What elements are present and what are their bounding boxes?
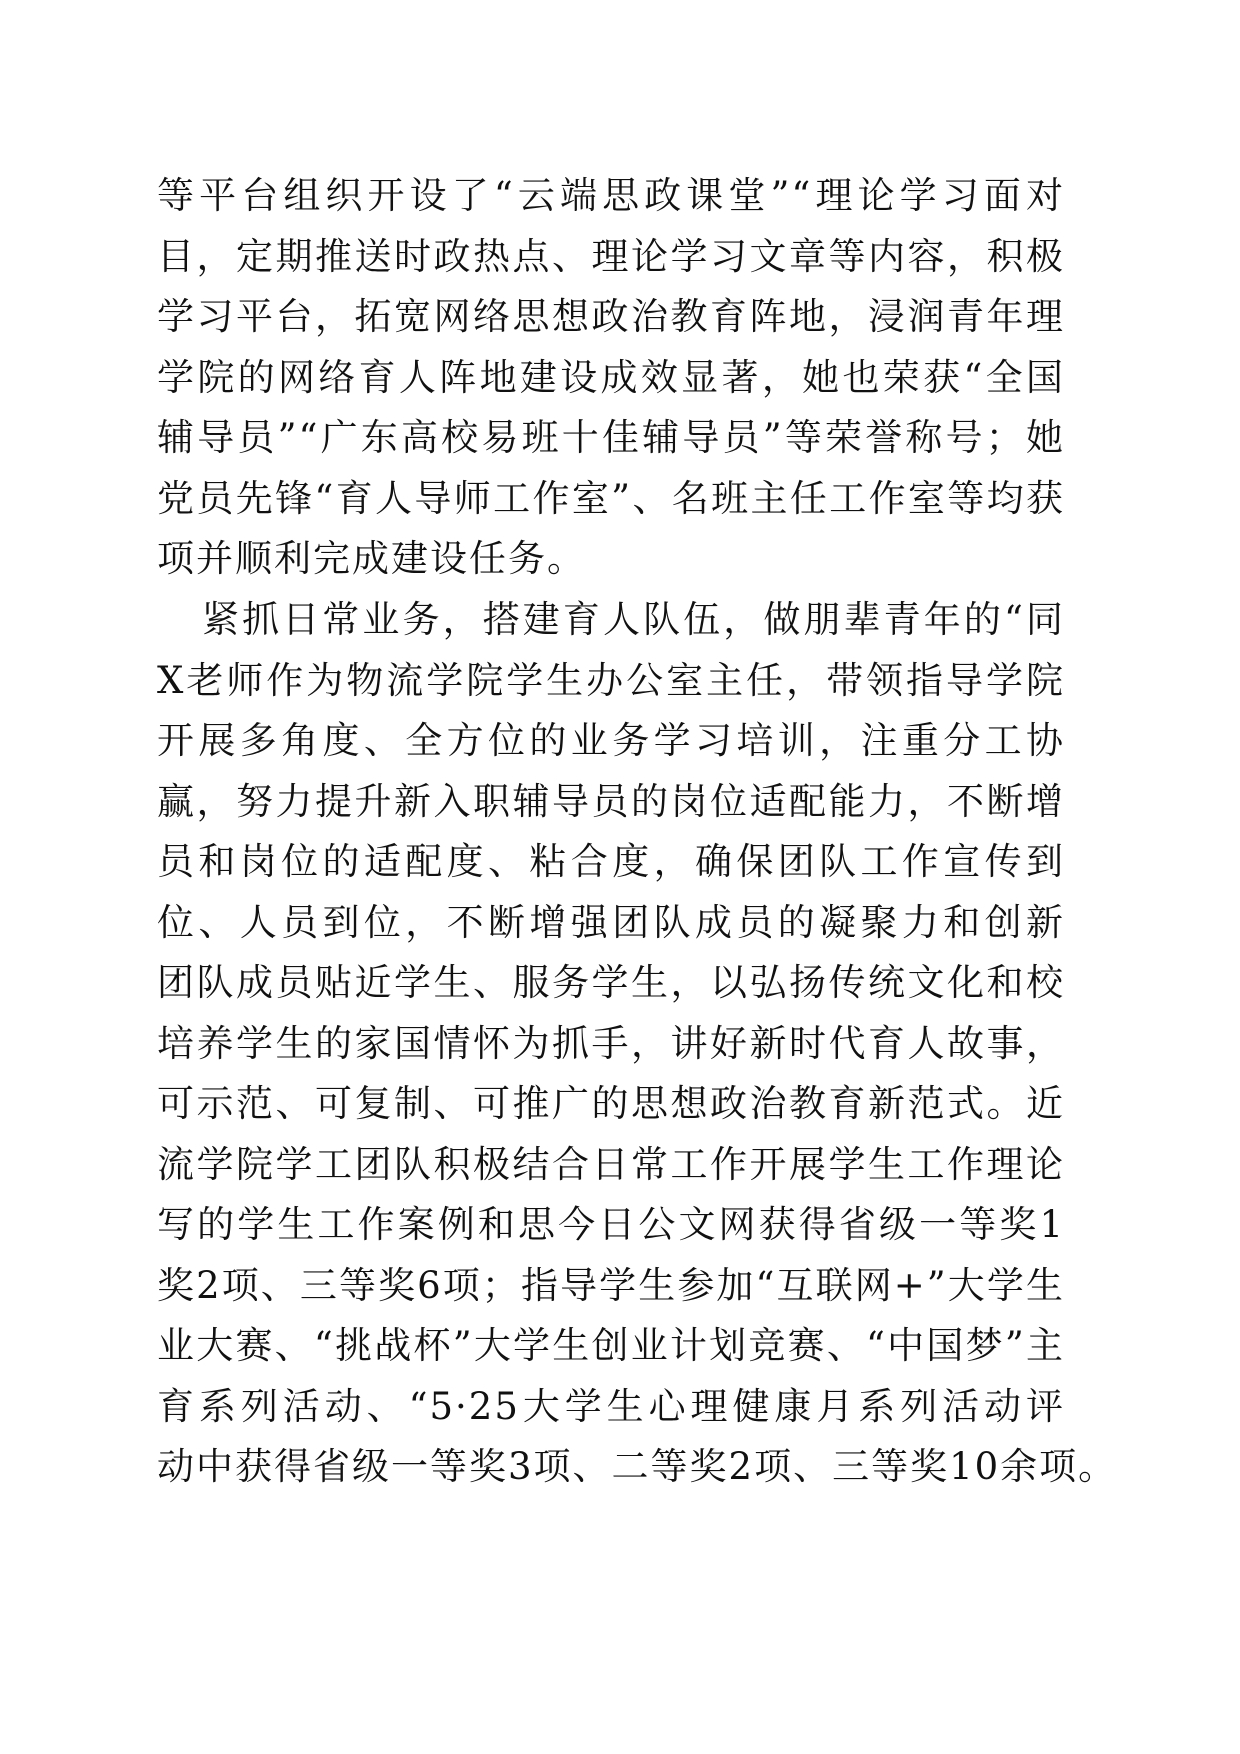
paragraph-line: 项并顺利完成建设任务。 — [157, 537, 586, 580]
paragraph-line: 目，定期推送时政热点、理论学习文章等内容，积极 — [157, 234, 1065, 278]
paragraph-line: 育系列活动、“5·25大学生心理健康月系列活动评 — [157, 1384, 1065, 1428]
paragraph-line: 开展多角度、全方位的业务学习培训，注重分工协 — [157, 719, 1065, 762]
paragraph-line: 可示范、可复制、可推广的思想政治教育新范式。近 — [157, 1082, 1065, 1125]
paragraph-line: 紧抓日常业务，搭建育人队伍，做朋辈青年的“同 — [202, 598, 1065, 641]
paragraph-line: 辅导员”“广东高校易班十佳辅导员”等荣誉称号；她 — [157, 416, 1065, 459]
paragraph-line: 业大赛、“挑战杯”大学生创业计划竞赛、“中国梦”主 — [157, 1324, 1065, 1367]
paragraph-line: 党员先锋“育人导师工作室”、名班主任工作室等均获 — [157, 476, 1065, 520]
paragraph-line: 动中获得省级一等奖3项、二等奖2项、三等奖10余项。 — [157, 1445, 1118, 1488]
paragraph-line: 写的学生工作案例和思今日公文网获得省级一等奖1 — [157, 1203, 1065, 1246]
paragraph-1 — [157, 166, 1065, 590]
paragraph-line: 奖2项、三等奖6项；指导学生参加“互联网+”大学生 — [157, 1263, 1065, 1307]
paragraph-line: 员和岗位的适配度、粘合度，确保团队工作宣传到 — [157, 840, 1065, 883]
paragraph-2 — [157, 590, 1118, 1498]
paragraph-line: 等平台组织开设了“云端思政课堂”“理论学习面对 — [157, 174, 1065, 217]
paragraph-line: 流学院学工团队积极结合日常工作开展学生工作理论 — [157, 1142, 1065, 1186]
paragraph-line: X老师作为物流学院学生办公室主任，带领指导学院 — [157, 658, 1065, 702]
paragraph-line: 赢，努力提升新入职辅导员的岗位适配能力，不断增 — [157, 779, 1065, 823]
paragraph-line: 学院的网络育人阵地建设成效显著，她也荣获“全国 — [157, 355, 1065, 399]
paragraph-line: 位、人员到位，不断增强团队成员的凝聚力和创新 — [157, 900, 1065, 944]
paragraph-line: 学习平台，拓宽网络思想政治教育阵地，浸润青年理 — [157, 295, 1065, 338]
paragraph-line: 培养学生的家国情怀为抓手，讲好新时代育人故事， — [157, 1021, 1065, 1065]
paragraph-line: 团队成员贴近学生、服务学生，以弘扬传统文化和校 — [157, 961, 1065, 1004]
